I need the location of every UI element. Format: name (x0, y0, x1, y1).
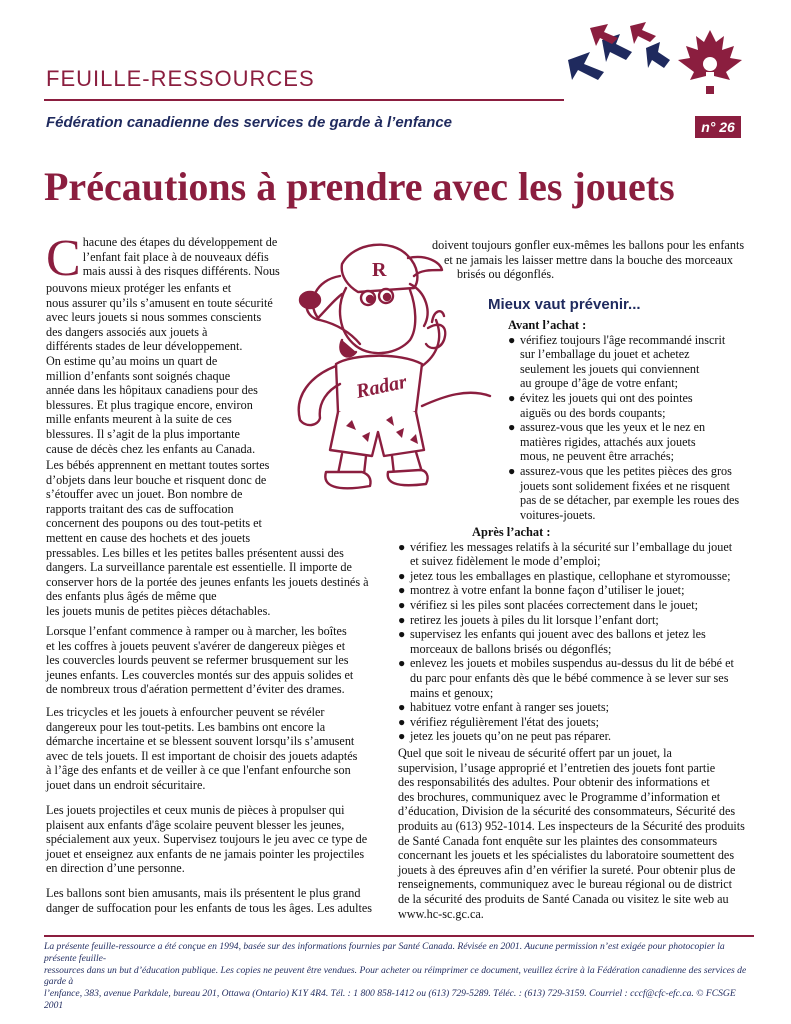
paragraph-line: de Santé Canada font enquête sur les plaintes des consommateurs (398, 833, 718, 848)
paragraph-line: jouet et enseignez aux enfants de ne jamais pointer les projectiles (46, 846, 365, 861)
after-purchase-section (398, 525, 768, 744)
paragraph-line: des brochures, communiquez avec le Programme d’information et (398, 789, 721, 804)
bullet-icon: ● (508, 463, 516, 478)
paragraph-line: de nombreux trous d'aération permettent d’éviter des drames. (46, 682, 345, 697)
paragraph-line: Les jouets projectiles et ceux munis de pièces à propulser qui (46, 803, 345, 817)
bullet-icon: ● (508, 332, 516, 347)
logo-figure-head (703, 57, 717, 71)
bullet-icon: ● (508, 420, 516, 435)
bullet-icon: ● (398, 539, 406, 554)
balloons-continuation (432, 238, 762, 282)
paragraph-line: et les coffres à jouets peuvent s'avérer de dangereux pièges et (46, 638, 346, 653)
paragraph-line: doivent toujours gonfler eux-mêmes les ballons pour les enfants (432, 238, 745, 252)
list-item: ● jetez les jouets qu’on ne peut pas réparer. (398, 729, 612, 744)
intro-line: mais aussi à des risques différents. Nous (82, 264, 280, 279)
balloons-paragraph (46, 886, 386, 915)
paragraph-line: les jouets munis de petites pièces détachables. (46, 603, 271, 618)
tricycle-paragraph (46, 705, 386, 793)
paragraph-line: et ne jamais les laisser mettre dans la bouche des morceaux (444, 252, 734, 267)
bullet-icon: ● (398, 729, 406, 744)
logo-navy-arrow (568, 52, 604, 80)
projectile-paragraph (46, 803, 386, 876)
intro-line: des dangers associés aux jouets à (46, 324, 208, 339)
cccf-logo (560, 22, 760, 102)
paragraph-line: Les tricycles et les jouets à enfourcher peuvent se révéler (46, 705, 325, 719)
paragraph-line: les couvercles lourds peuvent se refermer brusquement sur les (46, 653, 349, 668)
bullet-icon: ● (398, 700, 406, 715)
intro-line: avec leurs jouets si nous sommes conscients (46, 310, 262, 325)
intro-line: différents stades de leur développement. (46, 339, 243, 354)
mascot-shoe-right (388, 470, 428, 485)
paragraph-line: dangers. La surveillance parentale est essentielle. Il importe de (46, 560, 352, 575)
intro-line: pouvons mieux protéger les enfants et (46, 281, 232, 295)
bullet-icon: ● (398, 583, 406, 598)
paragraph-line: mettent en cause des hochets et des jouets (46, 530, 251, 545)
list-item: ● évitez les jouets qui ont des pointes aiguës ou des bords coupants; (508, 390, 693, 420)
closing-paragraph (398, 746, 768, 921)
footer-notice (44, 941, 756, 1012)
series-title: FEUILLE-RESSOURCES (46, 66, 315, 91)
mascot-shirt-text: Radar (354, 370, 409, 403)
paragraph-line: d’éducation, Division de la sécurité des consommateurs, Sécurité des (398, 804, 736, 819)
paragraph-line: rapports traitant des cas de suffocation (46, 501, 234, 516)
paragraph-line: démarche incertaine et se blessent souvent lorsqu’ils s’amusent (46, 734, 355, 749)
intro-line: mille enfants meurent à la suite de ces (46, 412, 232, 427)
mascot-cap-letter: R (372, 259, 387, 281)
logo-red-arrow (630, 22, 656, 44)
paragraph-line: à l’âge des enfants et de veiller à ce que l'enfant enfourche son (46, 763, 351, 778)
mascot-arm-right (422, 320, 445, 366)
paragraph-line: jouets à des épreuves afin d’en vérifier la sureté. Pour obtenir plus de (398, 862, 736, 877)
list-item: ● assurez-vous que les yeux et le nez en matières rigides, attachés aux jouets mous, ne peuvent être arrachés; (508, 420, 706, 464)
intro-line: hacune des étapes du développement de (82, 235, 278, 249)
mascot-nose (300, 292, 320, 308)
paragraph-line: Les ballons sont bien amusants, mais ils présentent le plus grand (46, 886, 361, 900)
intro-line: l’enfant fait place à de nouveaux défis (82, 249, 269, 264)
list-item: ● vérifiez si les piles sont placées correctement dans le jouet; (398, 597, 698, 612)
paragraph-line: produits au (613) 952-1014. Les inspecteurs de la Sécurité des produits (398, 818, 745, 833)
issue-number-badge: n° 26 (695, 116, 741, 138)
intro-line: nous assurer qu’ils s’amusent en toute sécurité (46, 295, 273, 310)
list-item: ● montrez à votre enfant la bonne façon d’utiliser le jouet; (398, 583, 685, 598)
section-heading: Mieux vaut prévenir... (488, 296, 641, 313)
mascot-shoe-left (325, 472, 370, 488)
paragraph-line: danger de suffocation pour les enfants de tous les âges. Les adultes (46, 900, 373, 915)
paragraph-line: renseignements, communiquez avec le bureau régional ou de district (398, 877, 733, 892)
mascot-thumb (432, 311, 444, 322)
footer-line: La présente feuille-ressource a été conçue en 1994, basée sur des informations fournies par Santé Canada. Révisée en 2001. Aucune permission n’est exigée pour photocopier la présente feuille- (44, 941, 725, 964)
list-item: ● vérifiez toujours l'âge recommandé inscrit sur l’emballage du jouet et achetez seulement les jouets qui conviennent au groupe d’âge de votre enfant; (508, 332, 726, 391)
list-item: ● vérifiez régulièrement l'état des jouets; (398, 714, 599, 729)
intro-line: million d’enfants sont soignés chaque (46, 368, 231, 383)
intro-line: cause de décès chez les enfants au Canada. (46, 441, 256, 456)
paragraph-line: supervision, l’usage approprié et l’entretien des jouets font partie (398, 760, 716, 775)
paragraph-line: concernant les jouets et les spécialistes du laboratoire soumettent des (398, 848, 735, 863)
intro-line: blessures. Et plus tragique encore, environ (46, 397, 253, 412)
after-purchase-heading: Après l’achat : (472, 525, 551, 539)
paragraph-line: Lorsque l’enfant commence à ramper ou à marcher, les boîtes (46, 624, 347, 638)
footer-line: ressources dans un but d’éducation publique. Les copies ne peuvent être vendues. Pour acheter ou réimprimer ce document, veuillez écrire à la Fédération canadienne des services de garde à (44, 964, 747, 988)
mascot-shorts (330, 412, 424, 456)
mascot-face (340, 288, 415, 353)
page-title: Précautions à prendre avec les jouets (44, 164, 675, 209)
paragraph-line: de la sécurité des produits de Santé Canada ou visitez le site web au (398, 891, 729, 906)
intro-line: blessures. Il s’agit de la plus importante (46, 426, 240, 441)
mascot-pupil (384, 294, 390, 300)
bullet-icon: ● (398, 656, 406, 671)
bullet-icon: ● (398, 714, 406, 729)
paragraph-line: en direction d’une personne. (46, 861, 185, 876)
before-purchase-section (508, 318, 758, 522)
list-item: ● assurez-vous que les petites pièces des gros jouets sont solidement fixées et ne risquent pas de se détacher, par exemple les roues des voitures-jouets. (508, 463, 740, 522)
list-item: ● retirez les jouets à piles du lit lorsque l’enfant dort; (398, 612, 659, 627)
mascot-ear (410, 284, 428, 326)
mascot-pupil (367, 296, 373, 302)
bullet-icon: ● (398, 612, 406, 627)
paragraph-line: dangereux pour les tout-petits. Les bambins ont encore la (46, 719, 326, 734)
mascot-tail (422, 393, 490, 406)
paragraph-line: Les bébés apprennent en mettant toutes sortes (46, 458, 270, 472)
paragraph-line: plaisent aux enfants d'âge scolaire peuvent blesser les jeunes, (46, 817, 345, 832)
paragraph-line: s’étouffer avec un jouet. Bon nombre de (46, 487, 243, 502)
paragraph-line: conserver hors de la portée des jeunes enfants les jouets destinés à (46, 574, 369, 589)
paragraph-line: brisés ou dégonflés. (457, 267, 555, 282)
logo-navy-arrow (646, 42, 670, 68)
footer-line: l’enfance, 383, avenue Parkdale, bureau 201, Ottawa (Ontario) K1Y 4R4. Tél. : 1 800 858-1412 ou (613) 729-5289. Téléc. : (613) 729-3159. Courriel : cccf@cfc-efc.ca. © FCSGE 2001 (44, 988, 736, 1011)
organization-name: Fédération canadienne des services de garde à l’enfance (46, 114, 453, 131)
list-item: ● enlevez les jouets et mobiles suspendus au-dessus du lit de bébé et du parc pour enfants dès que le bébé commence à se lever sur ses mains et genoux; (398, 656, 734, 700)
bullet-icon: ● (398, 568, 406, 583)
bullet-icon: ● (398, 597, 406, 612)
list-item: ● supervisez les enfants qui jouent avec des ballons et jetez les morceaux de ballons brisés ou dégonflés; (398, 627, 706, 656)
intro-line: année dans les hôpitaux canadiens pour des (46, 383, 258, 398)
paragraph-line: Quel que soit le niveau de sécurité offert par un jouet, la (398, 746, 672, 760)
crawling-paragraph (46, 624, 386, 697)
bullet-icon: ● (398, 627, 406, 642)
paragraph-line: pressables. Les billes et les petites balles présentent aussi des (46, 545, 344, 560)
paragraph-line: avec de tels jouets. Il est important de choisir des jouets adaptés (46, 748, 358, 763)
header-divider (44, 99, 564, 101)
paragraph-line: spécialement aux yeux. Supervisez toujours le jeu avec ce type de (46, 832, 368, 847)
mascot-arm-left (299, 366, 340, 425)
list-item: ● habituez votre enfant à ranger ses jouets; (398, 700, 609, 715)
bullet-icon: ● (508, 390, 516, 405)
intro-line: On estime qu’au moins un quart de (46, 353, 218, 368)
paragraph-line: des responsabilités des adultes. Pour obtenir des informations et (398, 775, 710, 790)
logo-figure-body (706, 72, 714, 86)
website-link[interactable]: www.hc-sc.gc.ca. (398, 906, 484, 921)
list-item: ● jetez tous les emballages en plastique, cellophane et styromousse; (398, 568, 731, 583)
list-item: ● vérifiez les messages relatifs à la sécurité sur l’emballage du jouet et suivez fidèlement le mode d’emploi; (398, 539, 733, 569)
drop-cap: C (46, 230, 81, 287)
paragraph-line: d’objets dans leur bouche et risquent donc de (46, 472, 267, 487)
footer-divider (44, 935, 754, 937)
paragraph-line: concernent des poupons ou des tout-petits et (46, 516, 262, 531)
before-purchase-heading: Avant l’achat : (508, 318, 587, 332)
paragraph-line: jeunes enfants. Les couvercles montés sur des appuis solides et (46, 667, 354, 682)
paragraph-line: des enfants plus âgés de même que (46, 589, 217, 604)
paragraph-line: jouet dans un endroit sécuritaire. (46, 777, 206, 792)
